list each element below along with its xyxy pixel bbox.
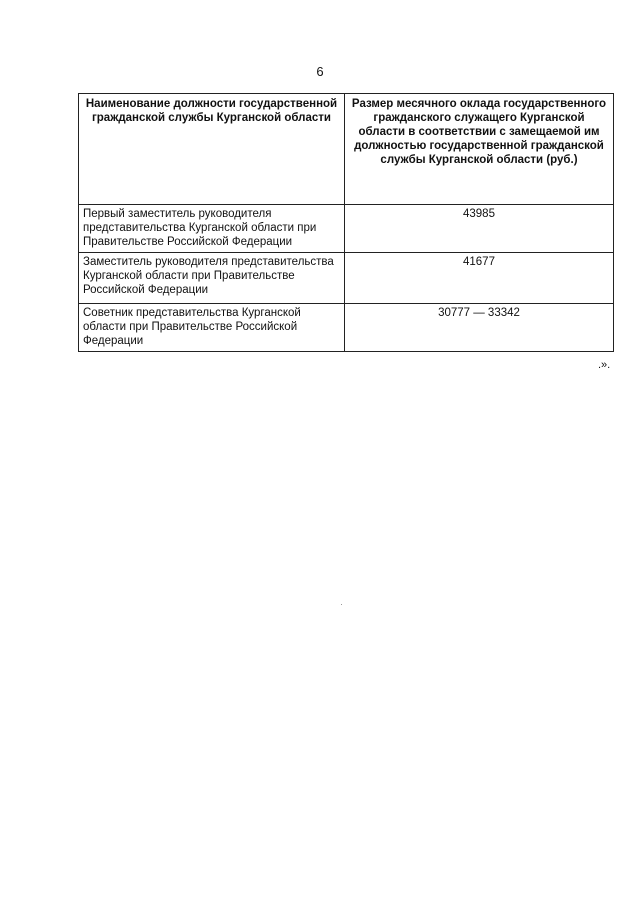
closing-quote-mark: .». (598, 359, 611, 371)
table-header-row (79, 94, 614, 205)
salary-table (78, 93, 614, 352)
scan-artifact-dot (341, 604, 342, 605)
position-cell: Советник представительства Курганской области при Правительстве Российской Федерации (79, 304, 345, 352)
header-position: Наименование должности государственной гражданской службы Курганской области (79, 94, 345, 205)
header-salary: Размер месячного оклада государственного гражданского служащего Курганской области в соответствии с замещаемой им должностью государственной гражданской службы Курганской области (руб.) (345, 94, 614, 205)
position-cell: Первый заместитель руководителя представительства Курганской области при Правительстве Российской Федерации (79, 205, 345, 253)
salary-cell: 30777 — 33342 (345, 304, 614, 352)
page-number: 6 (316, 64, 324, 79)
salary-cell: 43985 (345, 205, 614, 253)
table-row (79, 253, 614, 304)
position-cell: Заместитель руководителя представительства Курганской области при Правительстве Российской Федерации (79, 253, 345, 304)
table-row (79, 304, 614, 352)
salary-cell: 41677 (345, 253, 614, 304)
table-row (79, 205, 614, 253)
